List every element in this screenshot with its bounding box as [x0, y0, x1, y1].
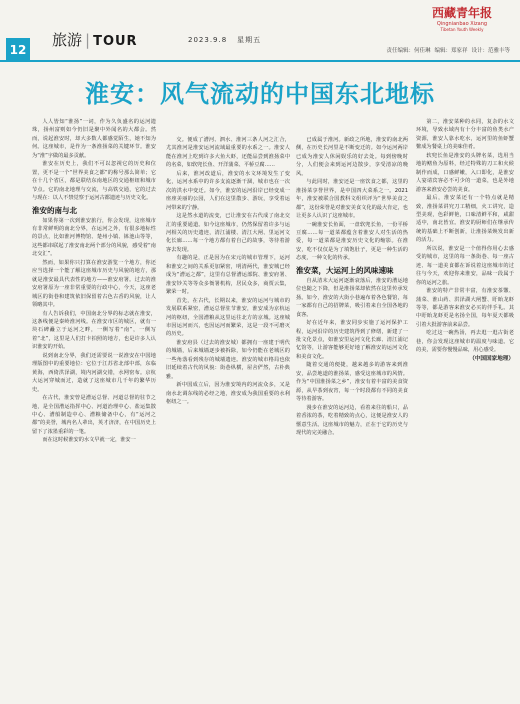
masthead-tagline: Tibetan Youth Weekly — [440, 27, 484, 32]
section-en: TOUR — [93, 34, 138, 49]
paragraph: 新中国成立后，因为淮安境内的河流众多，又是南水北调东线的必经之地，淮安成为我国重要的水利枢纽之一。 — [166, 382, 290, 406]
paragraph: 如果你第一次到淮安旅行，你会发现，这座城市有非常鲜明的南北分界，在运河之外，有很多地标性的景点，比如淮河博物馆、楚州小镇、钵池山等等，这些都串联起了淮安南北两个部分的风貌，感受着“南北交汇”。 — [32, 217, 156, 258]
paragraph: 第二，淮安菜种的水同，复杂的水文环境，导致水域内有十分丰富的鱼类水产资源，淮安人靠水吃水，运河里的鱼虾蟹鳖成为餐桌上的美味佳肴。 — [416, 119, 514, 151]
paragraph: 一碗淮安长鱼面，一盘软兜长鱼，一份平桥豆腐……每一道菜都蕴含着淮安人对生活的热爱，每一道菜都是淮安历史文化的缩影。在淮安，吃不仅仅是为了填饱肚子，更是一种生活的态度，一种文化的传承。 — [296, 221, 408, 262]
paragraph: 淮安府县（过去的淮安城）都拥有一座建于明代的城墙，后来城墙逐步被拆除，如今仍能在老城区的一些角落看到残存的城墙遗迹。淮安的城市格局也依旧延续着古代的风貌：街巷纵横，屋舍俨然，古朴典雅。 — [166, 339, 290, 380]
article-column-1 — [32, 118, 156, 445]
paragraph: 首先，在古代，长期以来，淮安的运河与城市的发展联系紧密，漕运总督驻节淮安，淮安成为京杭运河的枢纽，全国漕粮从这里运往北方的京城。这座城市因运河而兴，也因运河而繁荣，这是一段不可磨灭的历史。 — [166, 297, 290, 338]
paragraph: 淮安在历史上，我们不可以忽视它的历史和位置，更不是一个“世界美食之都”的称号那么简单；它在十几个省区，都是联结东南地区的交通枢纽和城市节点。它的南北地理与交流，与高铁交通，它的过去与现在：以人不禁觉察于运河古都遗迹与历史文化。 — [32, 161, 156, 202]
section-cn: 旅游 — [52, 31, 83, 49]
article-column-4 — [416, 118, 514, 363]
dateline — [188, 35, 271, 45]
issue-weekday: 星期五 — [237, 36, 262, 44]
paragraph: 有人告诉我们，中国南北分界的标志就在淮安，这条线便是秦岭淮河线。在淮安市区的城区，就有一块石碑矗立于运河之畔，一侧写着“南”，一侧写着“北”，这里是人们打卡拍照的地方，也是许多人认识淮安的开始。 — [32, 310, 156, 351]
masthead-title: 西藏青年报 — [431, 6, 492, 20]
paragraph: 最后，淮安菜还有一个特点就是精致，淮扬菜讲究刀工精细，火工讲究，造型美观，色彩鲜艳，口味清鲜平和，咸甜适中，南北皆宜。淮安的厨师们在继承传统的基础上不断创新，让淮扬菜焕发出新的活力。 — [416, 195, 514, 244]
paragraph: 这是然水道的流变，已让淮安在古代成了南北交汇的重要通道。如今这座城市，仍然保留着许多与运河相关的历史遗迹，清江浦楼、清江大闸、里运河文化长廊……每一个地方都有着自己的故事，等待着游客去发现。 — [166, 213, 290, 253]
article-headline: 淮安：风气流动的中国东北地标 — [85, 80, 435, 108]
paragraph: 在古代，淮安曾是漕运总督、河道总督的驻节之地，是全国漕运指挥中心、河道治理中心、盐运集散中心、漕船制造中心、漕粮储备中心，有“运河之都”的美誉，城内名人辈出，英才济济，在中国历史上留下了浓墨重彩的一笔。 — [32, 395, 156, 435]
paragraph: 所以说，淮安是一个值得你用心去感受的城市，这里的每一条街巷、每一座古迹、每一道美食都在诉说着这座城市的过往与今天，欢迎你来淮安，品味一段属于你的运河之旅。 — [416, 245, 514, 286]
issue-date: 2023.9.8 — [188, 36, 228, 44]
section-title — [52, 29, 138, 50]
paragraph: 有趣的是，正是因为在宋元的城市管理下，运河和淮安之间的关系更加紧密，明清两代，淮安城已经成为“漕运之都”，这里有总督漕运部院、淮安府署、淮安钞关等等众多衙署机构，居民众多，商贾云集，繁荣一时。 — [166, 255, 290, 296]
article-column-2 — [166, 136, 290, 407]
article-column-3 — [296, 136, 408, 437]
page-number: 12 — [6, 38, 30, 62]
credits — [382, 46, 510, 54]
paragraph: 随着交通的便捷，越来越多的游客来到淮安，品尝地道的淮扬菜，感受这座城市的风情。作为“中国淮扬菜之乡”，淮安有着丰富的美食资源，从早茶到夜宵，每一个时段都有不同的美食等待着游客。 — [296, 362, 408, 403]
credit-editor: 责任编辑：何佳琳 — [386, 48, 431, 54]
subheading: 淮安菜，大运河上的风味速味 — [296, 265, 394, 275]
section-divider: | — [85, 31, 91, 49]
credit-designer: 编辑：郑家祥 — [434, 48, 468, 54]
paragraph: 漫步在淮安的运河边，看着来往的船只，品着香浓的茶，吃着精致的点心，这便是淮安人的惬意生活。这座城市的魅力，正在于它的历史与现代的完美融合。 — [296, 404, 408, 436]
paragraph: 交。便成了漕河、泗水、淮河三条人河之汇合，尤其淮河是淮安运河流域最重要的水系之一。淮安人能在淮河上吃到许多大鱼大虾，还能品尝到淮扬菜中的名菜，如软兜长鱼、开洋蒲菜、平桥豆腐…… — [166, 137, 290, 169]
paragraph: 而在这时候淮安的水文早就一定，淮安一 — [42, 437, 136, 444]
paragraph: 吃过这一碗热汤，再去逛一逛古街老巷，你会发现这座城市的温度与味道。它的美，需要你慢慢品味，用心感受。 — [416, 330, 514, 354]
masthead — [414, 4, 510, 32]
paragraph: 淮安的特产非常丰富，有淮安茶馓、蒲菜、淮山药、洪泽湖大闸蟹、盱眙龙虾等等，都是游客来淮安必买的伴手礼。其中盱眙龙虾更是名扬全国，每年夏天都吸引着大批游客前来品尝。 — [416, 288, 514, 328]
subheading: 淮安的南与北 — [32, 205, 77, 215]
paragraph: 好在近年来，淮安同步实施了运河保护工程，运河沿岸的历史建筑得到了修缮，新建了一批文化景点，如淮安里运河文化长廊、清江浦记忆馆等，让游客能够更好地了解淮安的运河文化和美食文化。 — [296, 320, 408, 360]
paragraph: 然而，如果你只打算在淮安游览一个地方，你还应当选择一个能了解这座城市历史与风貌的地方，那就是淮安最具代表性的地方——淮安府署。过去的淮安府署原为一座非常重要的行政中心，今天，这座老城区的街巷和建筑依旧保留着古色古香的风貌，让人领略其中。 — [32, 259, 156, 309]
paragraph: 已成属于淮河。新政之所地，淮安的南北两侧，在历史长河里是不断变迁的。如今运河两岸已成为淮安人休闲娱乐的好去处。每到傍晚时分，人们便会来到运河边散步，享受清凉的晚风。 — [296, 137, 408, 177]
paragraph: 说到南北分界，我们还需要说一说淮安在中国地理版图中的重要地位：它位于江苏省北部中部，东临黄海，西倚洪泽湖，境内河湖交错，水网密布。京杭大运河穿城而过，造就了这座城市几千年的繁华历史。 — [32, 352, 156, 393]
credit-proof: 设计：范雅丰等 — [471, 48, 510, 54]
paragraph: 自从清末大运河逐渐衰落后，淮安的漕运地位也随之下降，但是淮扬菜却依然在这里传承发扬。如今，淮安的大街小巷遍布着各色餐馆，每一家都有自己的招牌菜，吸引着来自全国各地的食客。 — [296, 277, 408, 318]
paragraph: 软兜长鱼是淮安的头牌名菜，选用当地的鳝鱼为原料，经过特殊的刀工和火候制作而成，口感鲜嫩，入口即化，是淮安人宴请宾客必不可少的一道菜，也是外地游客来淮安必尝的美食。 — [416, 152, 514, 193]
paragraph: 与此同时，淮安还是一座饮食之都，这里的淮扬菜享誉世界，是中国四大菜系之一。2021年，淮安被联合国教科文组织评为“世界美食之都”，这份荣誉是对淮安美食文化的最大肯定，也让更多人认识了这座城市。 — [296, 179, 408, 220]
paragraph: 后来，淮河改道后，淮安的水文环境发生了变化，运河水系中的许多支流逐渐干涸，城市也在一次次的洪水中变迁。如今，淮安的运河沿岸已经变成一座座美丽的公园，人们在这里散步、游玩，享受着运河带来的宁静。 — [166, 170, 290, 211]
article-byline: （中国国家地理） — [469, 355, 514, 362]
paragraph: 人人皆知“淮扬”一词，作为久负盛名的运河遗珠，扬州富则如今仍旧是聚中外闻名的大都会。然而，说起淮安时，却大多数人都感觉陌生，她不知为何。这座城市，是作为一条淮扬菜的关键环节。淮安为“淮”字做的最多贡献。 — [32, 119, 156, 159]
header-rule — [0, 60, 520, 62]
masthead-subtitle: Qingnianbao Xizang — [436, 21, 488, 27]
